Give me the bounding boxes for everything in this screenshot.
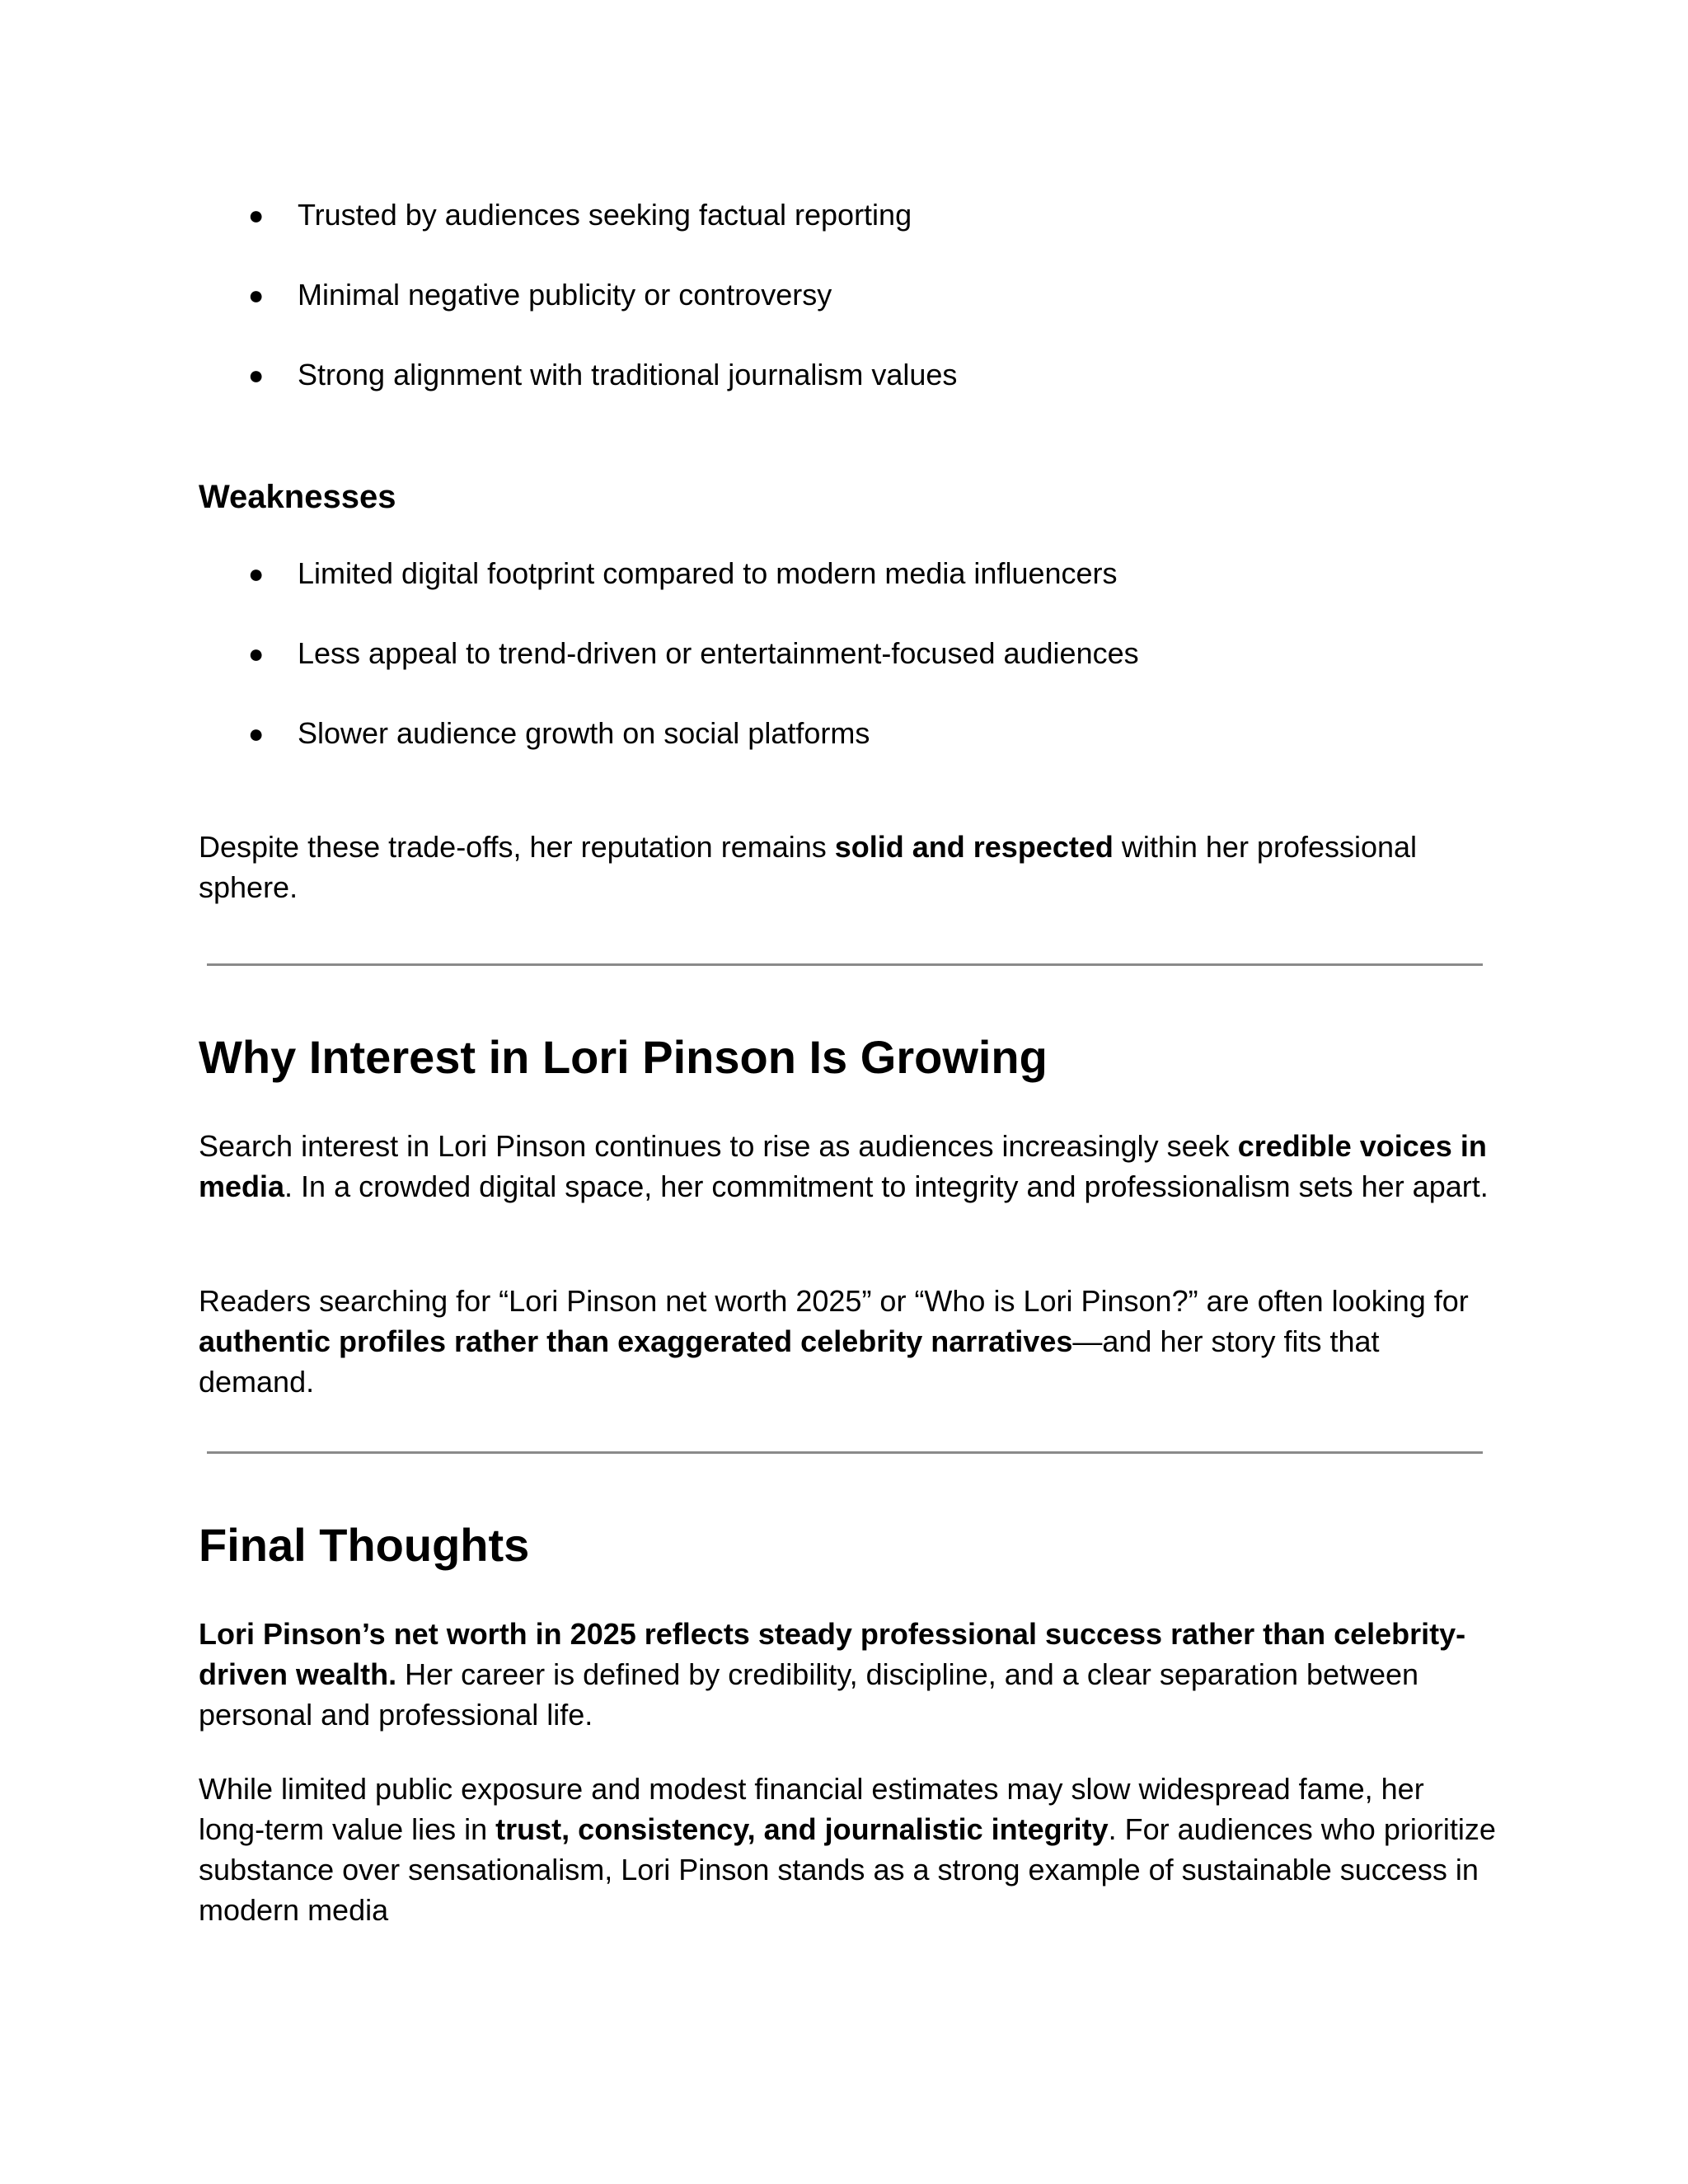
bullet-icon: ● bbox=[248, 719, 265, 748]
list-item-text: Less appeal to trend-driven or entertainment-focused audiences bbox=[298, 636, 1139, 670]
summary-text-end: within her professional sphere. bbox=[199, 830, 1418, 904]
paragraph-text-end: . For audiences who prioritize substance over sensationalism, Lori Pinson stands as a strong example of sustainable success in modern media bbox=[199, 1812, 1496, 1927]
final-paragraph-1 bbox=[199, 1614, 1497, 1735]
summary-text: Despite these trade-offs, her reputation remains bbox=[199, 830, 835, 864]
summary-emphasis: solid and respected bbox=[834, 830, 1114, 864]
paragraph-emphasis: credible voices in media bbox=[199, 1129, 1487, 1203]
paragraph-text-end: . In a crowded digital space, her commitment to integrity and professionalism sets her apart. bbox=[284, 1169, 1489, 1203]
paragraph-text-end: Her career is defined by credibility, discipline, and a clear separation between personal and professional life. bbox=[199, 1657, 1419, 1732]
list-item-text: Trusted by audiences seeking factual reporting bbox=[298, 198, 912, 232]
list-item-text: Slower audience growth on social platforms bbox=[298, 716, 870, 750]
list-item-text: Strong alignment with traditional journalism values bbox=[298, 358, 958, 391]
bullet-icon: ● bbox=[248, 639, 265, 668]
final-thoughts-heading: Final Thoughts bbox=[199, 1519, 530, 1571]
interest-paragraph-1 bbox=[199, 1126, 1497, 1207]
list-item-text: Minimal negative publicity or controversy bbox=[298, 278, 832, 312]
bullet-icon: ● bbox=[248, 360, 265, 390]
section-divider bbox=[207, 963, 1483, 966]
bullet-icon: ● bbox=[248, 200, 265, 230]
summary-paragraph bbox=[199, 827, 1497, 907]
bullet-icon: ● bbox=[248, 280, 265, 310]
list-item-text: Limited digital footprint compared to modern media influencers bbox=[298, 556, 1118, 590]
final-paragraph-2 bbox=[199, 1769, 1497, 1930]
paragraph-emphasis: trust, consistency, and journalistic integrity bbox=[495, 1812, 1109, 1846]
interest-heading: Why Interest in Lori Pinson Is Growing bbox=[199, 1031, 1048, 1083]
weaknesses-heading: Weaknesses bbox=[199, 479, 396, 515]
section-divider bbox=[207, 1451, 1483, 1454]
paragraph-text: While limited public exposure and modest financial estimates may slow widespread fame, her long-term value lies in bbox=[199, 1772, 1424, 1846]
paragraph-text: Search interest in Lori Pinson continues to rise as audiences increasingly seek bbox=[199, 1129, 1238, 1163]
paragraph-text-end: —and her story fits that demand. bbox=[199, 1324, 1380, 1399]
paragraph-emphasis: authentic profiles rather than exaggerated celebrity narratives bbox=[199, 1324, 1073, 1358]
bullet-icon: ● bbox=[248, 559, 265, 588]
interest-paragraph-2 bbox=[199, 1281, 1497, 1402]
paragraph-emphasis: Lori Pinson’s net worth in 2025 reflects steady professional success rather than celebrity-driven wealth. bbox=[199, 1617, 1466, 1691]
paragraph-text: Readers searching for “Lori Pinson net worth 2025” or “Who is Lori Pinson?” are often looking for bbox=[199, 1284, 1469, 1318]
